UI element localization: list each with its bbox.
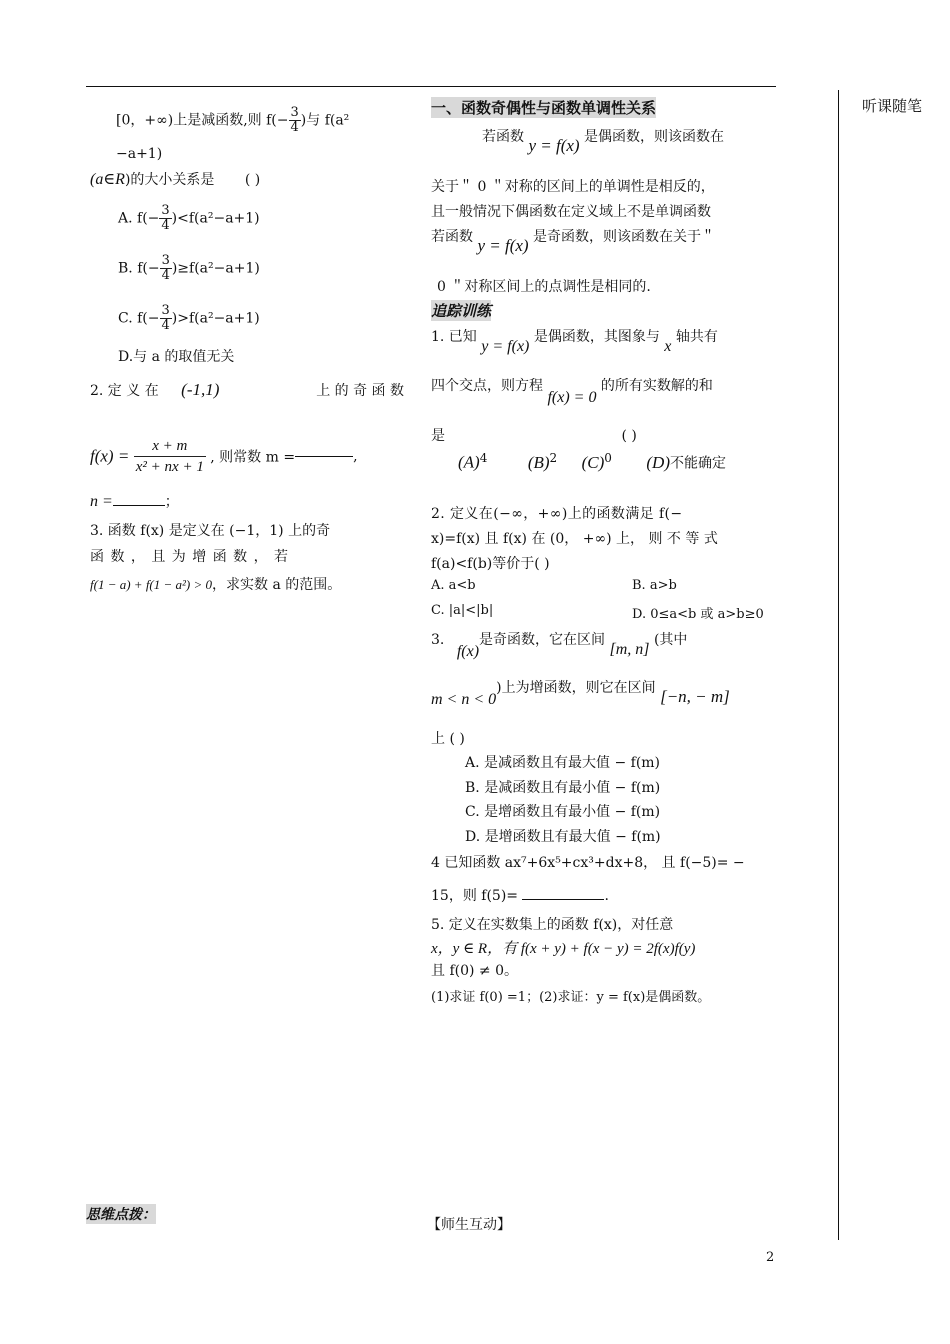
option-a: A. f(− $\frac{3}{4}$ )<f(a²−a+1) <box>118 203 260 233</box>
t1-line1: 1. 已知 y = f(x) 是偶函数，其图象与 x 轴共有 <box>431 329 718 355</box>
t1-line2: 四个交点，则方程 f(x) = 0 的所有实数解的和 <box>431 378 713 406</box>
t3-line1: 3. f(x)是奇函数，它在区间 [m, n] (其中 <box>431 632 688 660</box>
interaction-label: 【师生互动】 <box>427 1217 511 1233</box>
t3-option-b: B. 是减函数且有最小值 − f(m) <box>465 780 661 796</box>
fraction: $\frac{3}{4}$ <box>161 203 170 233</box>
section-title: 一、函数奇偶性与函数单调性关系 <box>431 99 657 117</box>
t5-line1: 5. 定义在实数集上的函数 f(x)，对任意 <box>431 917 674 933</box>
q3-line3: f(1 − a) + f(1 − a²) > 0，求实数 a 的范围。 <box>90 577 342 593</box>
q1-line3: (a∈R)的大小关系是 ( ) <box>90 171 261 188</box>
t3-line3: 上 ( ) <box>431 731 465 747</box>
option-b: B. f(− $\frac{3}{4}$ )≥f(a²−a+1) <box>118 253 260 283</box>
t2-option-b: B. a>b <box>632 578 677 593</box>
q2-n-line: n = ； <box>90 493 179 510</box>
fraction: $\frac{3}{4}$ <box>161 303 170 333</box>
answer-blank[interactable] <box>295 456 353 457</box>
option-d: D.与 a 的取值无关 <box>118 349 235 365</box>
t5-line3: 且 f(0) ≠ 0。 <box>431 963 519 979</box>
q3-line2: 函 数 ， 且 为 增 函 数 ， 若 <box>90 549 290 565</box>
side-note: 听课随笔 <box>862 97 923 115</box>
top-rule <box>86 86 776 87</box>
q3-line1: 3. 函数 f(x) 是定义在 (−1，1) 上的奇 <box>90 523 331 539</box>
q1-line1: [0，+∞)上是减函数,则 f(− $\frac{3}{4}$ )与 f(a² <box>116 105 350 135</box>
para-2: 关于＂ 0 ＂对称的区间上的单调性是相反的， <box>431 179 715 195</box>
t4-line1: 4 已知函数 ax⁷+6x⁵+cx³+dx+8， 且 f(−5)= − <box>431 855 745 871</box>
practice-title: 追踪训练 <box>431 302 492 320</box>
t3-option-c: C. 是增函数且有最小值 − f(m) <box>465 804 661 820</box>
t2-line1: 2. 定义在(−∞，+∞)上的函数满足 f(− <box>431 506 683 522</box>
answer-blank[interactable] <box>113 505 165 506</box>
page-number: 2 <box>766 1250 775 1265</box>
t2-option-d: D. 0≤a<b 或 a>b≥0 <box>632 607 764 622</box>
q1-line2: −a+1) <box>116 146 163 162</box>
t2-line2: x)=f(x) 且 f(x) 在 (0， +∞) 上， 则 不 等 式 <box>431 531 718 547</box>
t3-option-a: A. 是减函数且有最大值 − f(m) <box>465 755 661 771</box>
q2-line1: 2. 定 义 在 (-1,1) 上 的 奇 函 数 <box>90 380 404 399</box>
thinking-label: 思维点拨： <box>86 1204 156 1224</box>
t4-line2: 15，则 f(5)= . <box>431 888 609 904</box>
para-3: 且一般情况下偶函数在定义域上不是单调函数 <box>431 204 711 220</box>
fraction: $\frac{x + m}{\text{x² + nx + 1}}$ <box>135 438 204 475</box>
answer-blank[interactable] <box>522 899 604 900</box>
fraction: $\frac{3}{4}$ <box>290 105 299 135</box>
para-5: 0 ＂对称区间上的点调性是相同的. <box>437 279 651 295</box>
q2-formula: f(x) = $\frac{x + m}{\text{x² + nx + 1}}$ , 则常数 m = , <box>90 438 358 475</box>
t2-line3: f(a)<f(b)等价于( ) <box>431 556 550 572</box>
option-c: C. f(− $\frac{3}{4}$ )>f(a²−a+1) <box>118 303 260 333</box>
fraction: $\frac{3}{4}$ <box>161 253 170 283</box>
para-4: 若函数 y = f(x) 是奇函数，则该函数在关于＂ <box>431 229 716 255</box>
t2-option-a: A. a<b <box>431 578 476 593</box>
t5-line4: (1)求证 f(0) =1；(2)求证：y = f(x)是偶函数。 <box>431 990 711 1005</box>
t2-option-c: C. |a|<|b| <box>431 603 494 618</box>
margin-divider <box>838 90 839 1240</box>
t5-line2: x，y ∈ R，有 f(x + y) + f(x − y) = 2f(x)f(y) <box>431 941 696 957</box>
t3-option-d: D. 是增函数且有最大值 − f(m) <box>465 829 661 845</box>
t1-line3: 是 ( ) <box>431 428 637 444</box>
t3-line2: m < n < 0)上为增函数，则它在区间 [−n, − m] <box>431 680 730 708</box>
para-1: 若函数 y = f(x) 是偶函数，则该函数在 <box>482 129 725 155</box>
t1-options: $(A)^4$ $(B)^2$ $(C)^0$ (D)不能确定 <box>458 451 726 472</box>
